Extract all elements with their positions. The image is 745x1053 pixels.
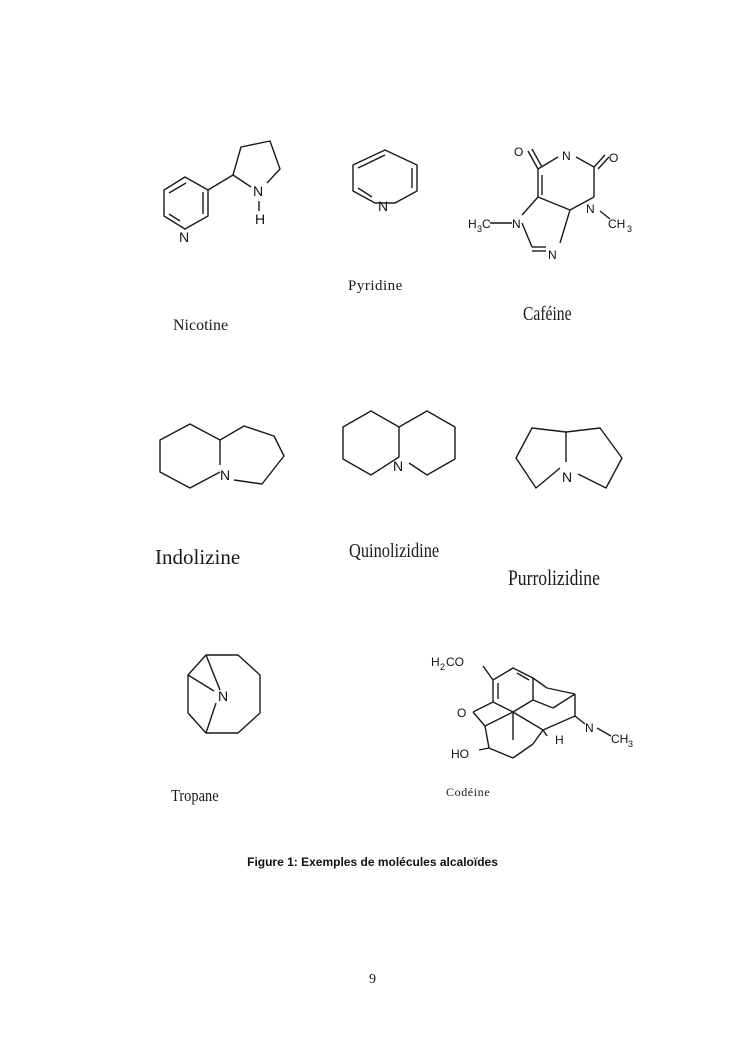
cafeine-h3c-subscript: 3	[477, 224, 483, 234]
cafeine-h3c-c: C	[482, 217, 491, 231]
cafeine-ch3-right: CH	[608, 217, 626, 231]
indolizine-structure	[150, 410, 295, 500]
cafeine-h3c-h: H	[468, 217, 477, 231]
indolizine-atom-n: N	[220, 467, 231, 483]
nicotine-label: Nicotine	[173, 317, 229, 334]
cafeine-atom-n7: N	[512, 217, 521, 231]
cafeine-atom-o2: O	[609, 151, 619, 165]
codeine-ch3-c: CH	[611, 732, 629, 746]
quinolizidine-label: Quinolizidine	[349, 540, 440, 562]
cafeine-atom-n1: N	[562, 149, 571, 163]
pyridine-atom-n: N	[378, 198, 389, 214]
purrolizidine-atom-n: N	[562, 469, 573, 485]
tropane-label: Tropane	[171, 786, 219, 805]
codeine-atom-o: O	[457, 706, 467, 720]
purrolizidine-label: Purrolizidine	[508, 565, 600, 590]
cafeine-atom-n9: N	[548, 248, 557, 262]
nicotine-atom-n2: N	[253, 183, 264, 199]
purrolizidine-structure	[510, 410, 630, 500]
nicotine-atom-n1: N	[179, 229, 190, 245]
cafeine-label: Caféine	[523, 303, 572, 325]
cafeine-structure	[462, 135, 642, 265]
cafeine-atom-n3: N	[586, 202, 595, 216]
codeine-h2co-h: H	[431, 655, 440, 669]
nicotine-structure	[155, 135, 295, 255]
codeine-ch3-subscript: 3	[628, 739, 634, 749]
indolizine-label: Indolizine	[155, 545, 241, 569]
page-number: 9	[369, 972, 376, 987]
codeine-label: Codéine	[446, 785, 491, 799]
codeine-structure	[425, 650, 640, 775]
codeine-h2co-co: CO	[446, 655, 464, 669]
cafeine-ch3-right-subscript: 3	[627, 224, 633, 234]
cafeine-atom-o1: O	[514, 145, 524, 159]
nicotine-atom-h: H	[255, 211, 266, 227]
tropane-atom-n: N	[218, 688, 229, 704]
codeine-atom-ho: HO	[451, 747, 469, 761]
codeine-h2co-subscript: 2	[440, 662, 446, 672]
pyridine-structure	[345, 145, 425, 220]
quinolizidine-atom-n: N	[393, 458, 404, 474]
codeine-atom-h: H	[555, 733, 564, 747]
quinolizidine-structure	[335, 405, 465, 495]
tropane-structure	[180, 645, 270, 740]
figure-caption: Figure 1: Exemples de molécules alcaloïdes	[247, 855, 498, 869]
codeine-atom-n: N	[585, 721, 594, 735]
pyridine-label: Pyridine	[348, 278, 403, 294]
